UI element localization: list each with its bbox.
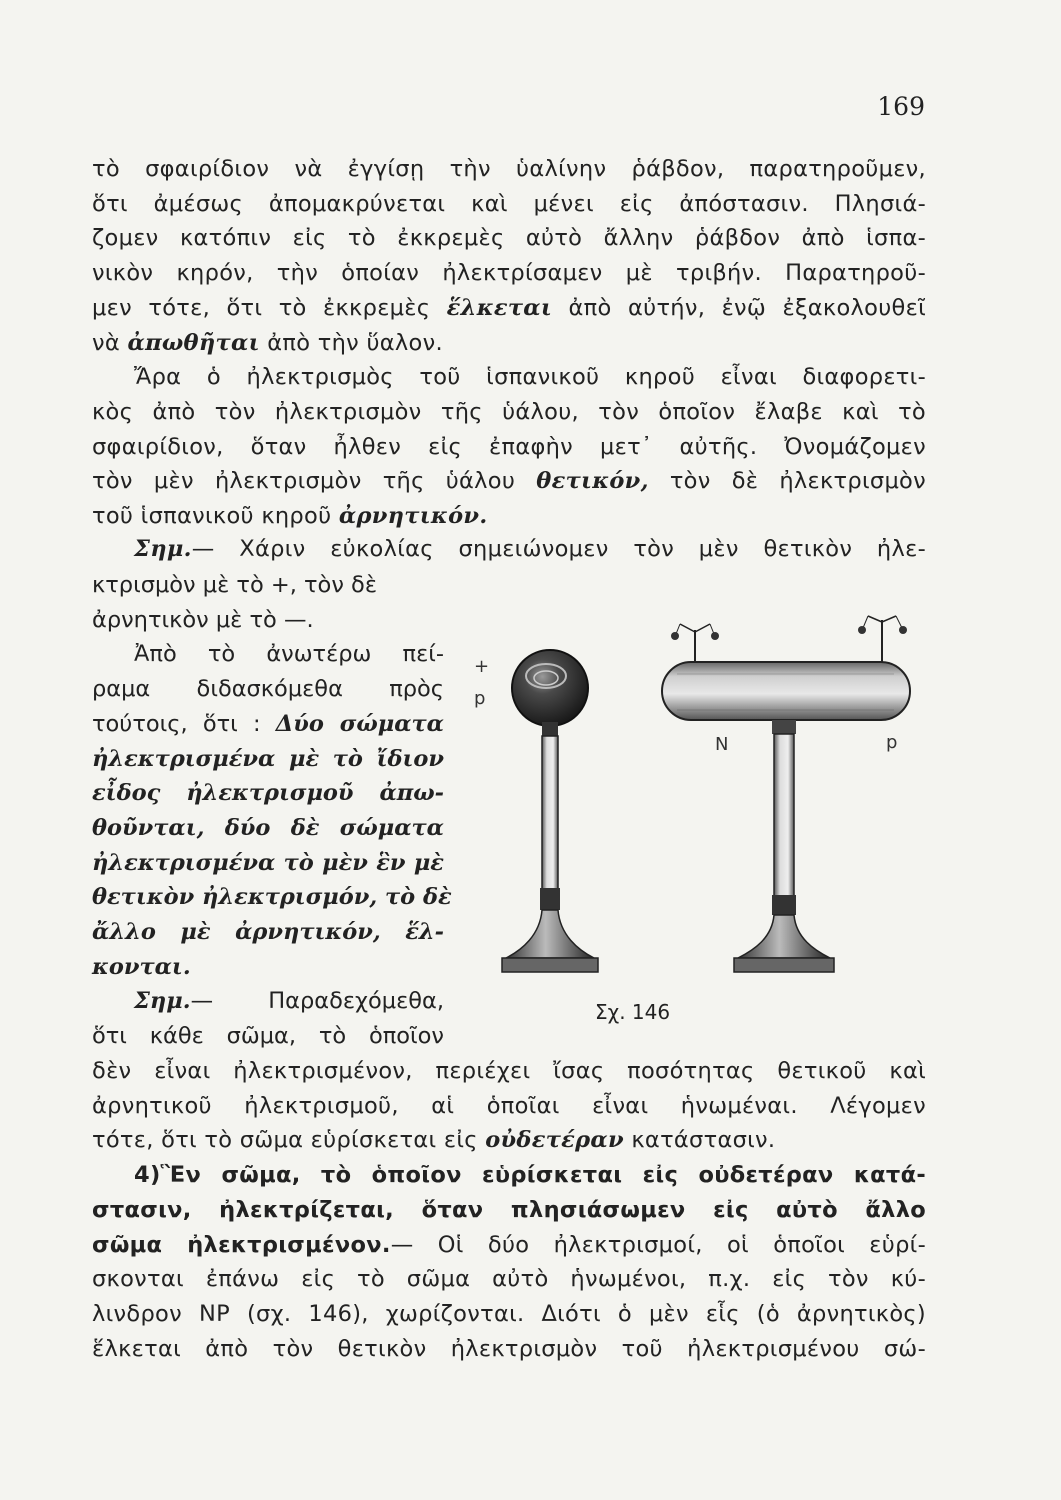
- text-line: [92, 326, 926, 361]
- emphasis-line: θοῦνται, δύο δὲ σώματα: [92, 814, 444, 841]
- emphasis-text: Δύο σώματα: [275, 710, 444, 737]
- text-line: ὅτι κάθε σῶμα, τὸ ὁποῖον: [92, 1023, 444, 1050]
- text-run: τοῦ ἱσπανικοῦ κηροῦ: [92, 503, 339, 530]
- text-line: [92, 532, 926, 567]
- figure-label-p-left: p: [474, 688, 486, 709]
- text-line: λινδρον ΝΡ (σχ. 146), χωρίζονται. Διότι ὁ μὲν εἷς (ὁ ἀρνητικὸς): [92, 1300, 926, 1327]
- figure-caption: Σχ. 146: [595, 1000, 671, 1024]
- text-run: ἀπὸ αὐτήν, ἐνῷ ἐξακολουθεῖ: [552, 294, 926, 321]
- text-run: νὰ: [92, 329, 128, 356]
- emphasis-line: εἶδος ἠλεκτρισμοῦ ἀπω-: [92, 780, 444, 807]
- note-block: [92, 532, 926, 567]
- text-block-narrow: [92, 568, 452, 1054]
- text-line: ἕλκεται ἀπὸ τὸν θετικὸν ἠλεκτρισμὸν τοῦ ἠλεκτρισμένου σώ-: [92, 1335, 926, 1362]
- text-run: τὸν δὲ ἠλεκτρισμὸν: [648, 468, 926, 495]
- cylinder-np-stand: [662, 616, 910, 972]
- emphasis-line: ἠλεκτρισμένα τὸ μὲν ἓν μὲ: [92, 849, 444, 876]
- emphasis-line: θετικὸν ἠλεκτρισμόν, τὸ δὲ: [92, 884, 452, 911]
- text-line: [92, 499, 926, 534]
- text-line: σφαιρίδιον, ὅταν ἦλθεν εἰς ἐπαφὴν μετ᾽ αὐτῆς. Ὀνομάζομεν: [92, 433, 926, 460]
- emphasis-line: ἠλεκτρισμένα μὲ τὸ ἴδιον: [92, 745, 444, 772]
- bold-line: στασιν, ἠλεκτρίζεται, ὅταν πλησιάσωμεν εἰς αὐτὸ ἄλλο: [92, 1196, 926, 1223]
- insulating-rod: [542, 736, 558, 891]
- note-label: Σημ.: [134, 536, 192, 562]
- text-line: Ἄρα ὁ ἠλεκτρισμὸς τοῦ ἱσπανικοῦ κηροῦ εἶναι διαφορετι-: [134, 364, 926, 391]
- text-line: σκονται ἐπάνω εἰς τὸ σῶμα αὐτὸ ἡνωμένοι, π.χ. εἰς τὸν κύ-: [92, 1266, 926, 1293]
- text-line: Ἀπὸ τὸ ἀνωτέρω πεί-: [134, 641, 444, 668]
- text-line: ἀρνητικοῦ ἠλεκτρισμοῦ, αἱ ὁποῖαι εἶναι ἡνωμέναι. Λέγομεν: [92, 1092, 926, 1119]
- text-run: — Παραδεχόμεθα,: [190, 988, 444, 1015]
- cylinder-np: [662, 662, 910, 720]
- text-line: δὲν εἶναι ἠλεκτρισμένον, περιέχει ἴσας ποσότητας θετικοῦ καὶ: [92, 1058, 926, 1084]
- text-run: τότε, ὅτι τὸ σῶμα εὑρίσκεται εἰς: [92, 1127, 486, 1154]
- text-line: ζομεν κατόπιν εἰς τὸ ἐκκρεμὲς αὐτὸ ἄλλην ῥάβδον ἀπὸ ἱσπα-: [92, 225, 926, 252]
- emphasis-text: θετικόν,: [536, 468, 649, 495]
- text-run: ἀπὸ τὴν ὕαλον.: [259, 329, 443, 356]
- emphasis-text: ἀρνητικόν.: [338, 503, 488, 530]
- text-block-top: [92, 152, 926, 534]
- text-run: μεν τότε, ὅτι τὸ ἐκκρεμὲς: [92, 294, 447, 321]
- text-line: ἀρνητικὸν μὲ τὸ —.: [92, 606, 314, 633]
- text-run: — Οἱ δύο ἠλεκτρισμοί, οἱ ὁποῖοι εὑρί-: [390, 1231, 926, 1258]
- text-line: κὸς ἀπὸ τὸν ἠλεκτρισμὸν τῆς ὑάλου, τὸν ὁποῖον ἔλαβε καὶ τὸ: [92, 398, 926, 425]
- note-label: Σημ.: [134, 988, 191, 1015]
- emphasis-text: οὐδετέραν: [485, 1127, 624, 1154]
- emphasis-text: ἕλκεται: [446, 294, 553, 321]
- charged-sphere-stand: [502, 650, 598, 972]
- text-line: κτρισμὸν μὲ τὸ +, τὸν δὲ: [92, 572, 377, 598]
- text-line: [92, 984, 444, 1019]
- figure-label-n: N: [715, 734, 729, 755]
- bold-line: 4)Ἓν σῶμα, τὸ ὁποῖον εὑρίσκεται εἰς οὐδετέραν κατά-: [134, 1162, 926, 1189]
- figure-label-plus: +: [474, 656, 490, 677]
- text-run: — Χάριν εὐκολίας σημειώνομεν τὸν μὲν θετικὸν ἠλε-: [191, 536, 926, 562]
- emphasis-text: ἀπωθῆται: [127, 329, 260, 356]
- text-line: ὅτι ἀμέσως ἀπομακρύνεται καὶ μένει εἰς ἀπόστασιν. Πλησιά-: [92, 190, 926, 217]
- text-line: [92, 1123, 926, 1158]
- text-run: τὸν μὲν ἠλεκτρισμὸν τῆς ὑάλου: [92, 468, 537, 495]
- text-line: [92, 1228, 926, 1263]
- figure-label-p-right: p: [886, 732, 898, 753]
- text-block-bottom: [92, 1054, 926, 1366]
- text-line: [92, 291, 926, 326]
- text-line: νικὸν κηρόν, τὴν ὁποίαν ἠλεκτρίσαμεν μὲ τριβήν. Παρατηροῦ-: [92, 260, 926, 287]
- text-run: κατάστασιν.: [623, 1127, 776, 1154]
- emphasis-line: ἄλλο μὲ ἀρνητικόν, ἕλ-: [92, 919, 444, 946]
- text-line: ραμα διδασκόμεθα πρὸς: [92, 676, 444, 703]
- text-line: [92, 464, 926, 499]
- emphasis-line: κονται.: [92, 953, 191, 980]
- text-run: τούτοις, ὅτι :: [92, 710, 276, 737]
- bold-text: σῶμα ἠλεκτρισμένον.: [92, 1231, 391, 1258]
- text-line: [92, 707, 444, 742]
- figure-146-illustration: [462, 590, 932, 990]
- page-number: 169: [877, 92, 925, 121]
- text-line: τὸ σφαιρίδιον νὰ ἐγγίσῃ τὴν ὑαλίνην ῥάβδον, παρατηροῦμεν,: [92, 156, 926, 182]
